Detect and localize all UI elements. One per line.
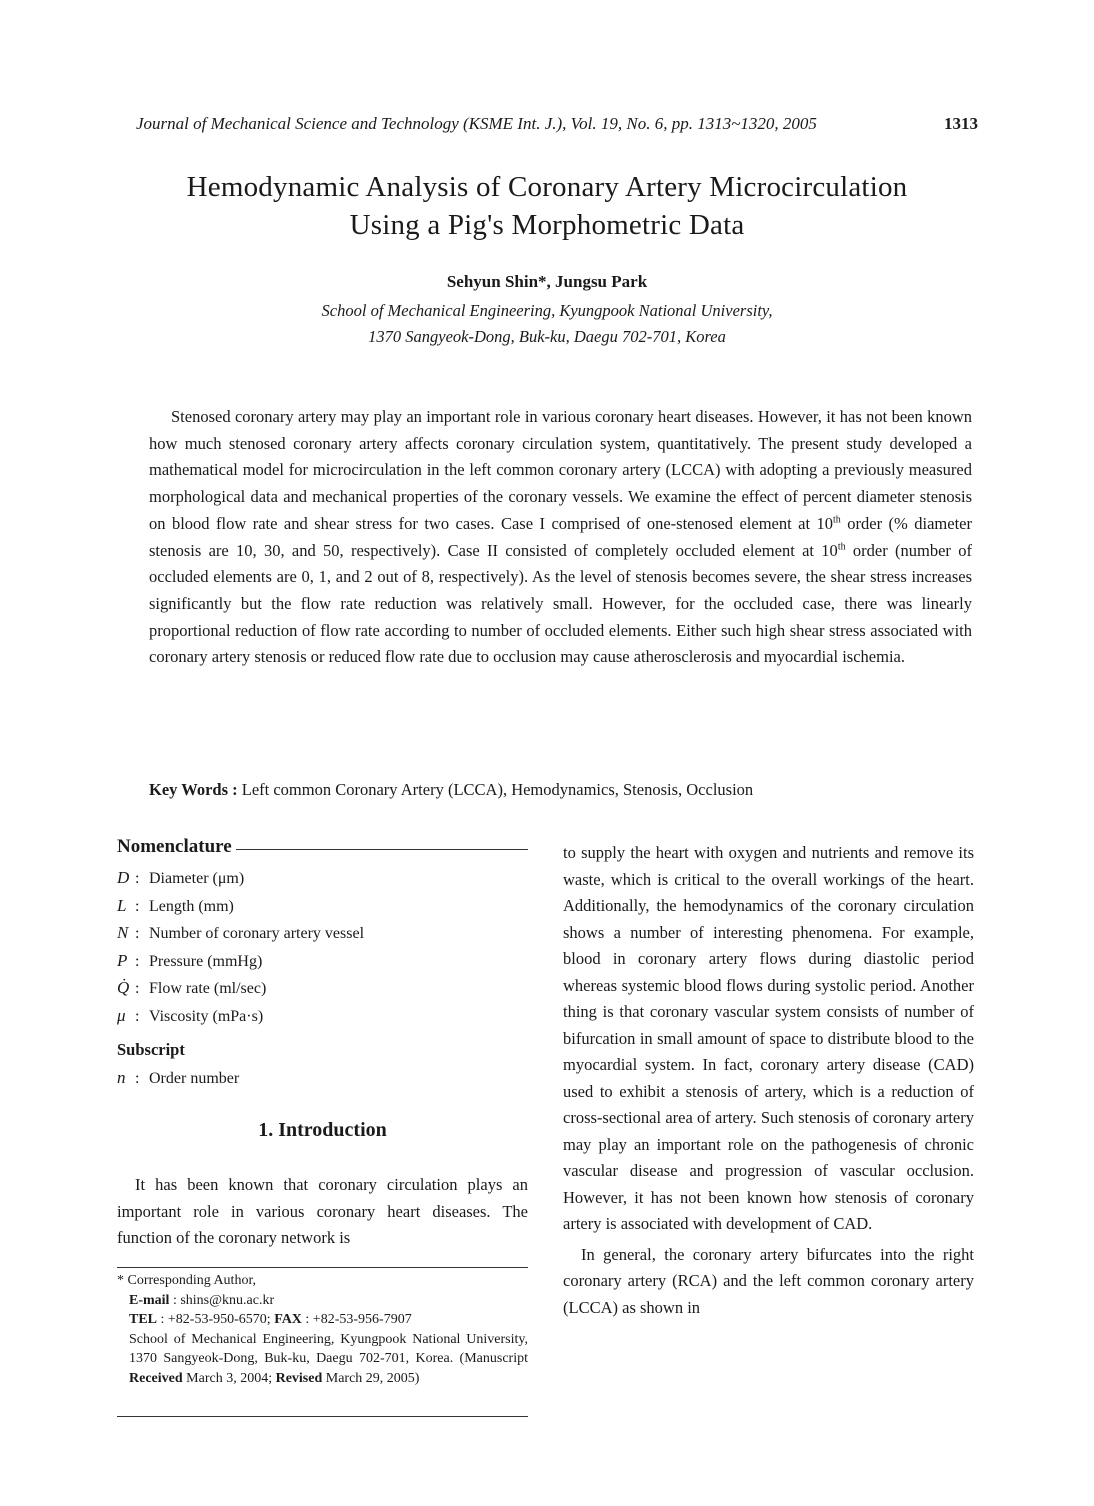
email-value: : shins@knu.ac.kr (169, 1292, 275, 1308)
journal-citation: Journal of Mechanical Science and Technology (KSME Int. J.), Vol. 19, No. 6, pp. 1313~1320, 2005 (136, 114, 817, 133)
affiliation (100, 298, 994, 350)
symbol: L (117, 895, 127, 915)
nomenclature-item: D : Diameter (μm) (117, 865, 528, 893)
definition: Number of coronary artery vessel (149, 925, 365, 942)
page-number: 1313 (944, 114, 978, 133)
footnote-email (117, 1291, 528, 1311)
paper-title (100, 168, 994, 244)
revised-label: Revised (275, 1370, 323, 1386)
title-line-2: Using a Pig's Morphometric Data (349, 209, 745, 241)
keywords-text: Left common Coronary Artery (LCCA), Hemodynamics, Stenosis, Occlusion (237, 780, 754, 799)
abstract-text: order (number of occluded elements are 0, 1, and 2 out of 8, respectively). As the level of stenosis becomes severe, the shear stress increases significantly but the flow rate reduction was relatively small. However, for the occluded case, there was linearly proportional reduction of flow rate according to number of occluded elements. Either such high shear stress associated with coronary artery stenosis or reduced flow rate due to occlusion may cause atherosclerosis and myocardial ischemia. (149, 540, 972, 667)
affiliation-line-1: School of Mechanical Engineering, Kyungpook National University, (321, 301, 773, 320)
keywords-label: Key Words : (149, 780, 238, 799)
nomenclature-title: Nomenclature (117, 836, 232, 857)
footnote (117, 1271, 528, 1388)
definition: Viscosity (mPa·s) (149, 1007, 264, 1025)
nomenclature-heading (117, 836, 528, 858)
abstract-text: Stenosed coronary artery may play an important role in various coronary heart diseases. However, it has not been known how much stenosed coronary artery affects coronary circulation system, quantitatively. The present study developed a mathematical model for microcirculation in the left common coronary artery (LCCA) with adopting a previously measured morphological data and mechanical properties of the coronary vessels. We examine the effect of percent diameter stenosis on blood flow rate and shear stress for two cases. Case I comprised of one-stenosed element at 10 (149, 407, 972, 533)
nomenclature-list (117, 865, 528, 1030)
nomenclature-item: Q̇ : Flow rate (ml/sec) (117, 975, 528, 1003)
definition: Pressure (mmHg) (149, 952, 263, 970)
definition: Length (mm) (149, 897, 234, 915)
superscript: th (833, 514, 841, 526)
address: School of Mechanical Engineering, Kyungpook National University, 1370 Sangyeok-Dong, Buk-ku, Daegu 702-701, Korea. (Manuscript (129, 1331, 528, 1366)
introduction-paragraph: In general, the coronary artery bifurcates into the right coronary artery (RCA) and the left common coronary artery (LCCA) as shown in (563, 1244, 974, 1317)
symbol: D (117, 868, 130, 887)
received-label: Received (129, 1370, 183, 1386)
definition: Order number (149, 1070, 240, 1087)
introduction-paragraph: to supply the heart with oxygen and nutrients and remove its waste, which is critical to the overall workings of the heart. Additionally, the hemodynamics of the coronary circulation shows a number of interesting phenomena. For example, blood in coronary artery flows during diastolic period whereas systemic blood flows during systolic period. Another thing is that coronary vascular system consists of number of bifurcation in small amount of space to distribute blood to the myocardial system. In fact, coronary artery disease (CAD) used to exhibit a stenosis of artery, which is a reduction of cross-sectional area of artery. Such stenosis of coronary artery may play an important role on the pathogenesis of chronic vascular disease and progression of vascular occlusion. However, it has not been known how stenosis of coronary artery is associated with development of CAD. (563, 843, 974, 1233)
authors: Sehyun Shin*, Jungsu Park (446, 272, 648, 291)
nomenclature-item: μ : Viscosity (mPa·s) (117, 1003, 528, 1031)
abstract (149, 404, 972, 671)
nomenclature-item: L : Length (mm) (117, 893, 528, 921)
symbol: Q̇ (117, 978, 130, 997)
right-column (563, 840, 974, 1321)
definition: Flow rate (ml/sec) (149, 980, 267, 997)
footnote-phone (117, 1310, 528, 1330)
footnote-rule-bottom (117, 1416, 528, 1417)
tel-value: : +82-53-950-6570; (157, 1312, 275, 1327)
received-date: March 3, 2004; (182, 1370, 273, 1386)
title-line-1: Hemodynamic Analysis of Coronary Artery Microcirculation (186, 171, 908, 203)
revised-date: March 29, 2005) (322, 1370, 420, 1386)
subscript-item: n : Order number (117, 1065, 528, 1092)
symbol: P (117, 950, 128, 970)
introduction-text-left: It has been known that coronary circulation plays an important role in various coronary heart diseases. The function of the coronary network is (117, 1175, 528, 1247)
symbol: N (117, 923, 129, 942)
definition: Diameter (μm) (149, 870, 245, 887)
nomenclature-item: P : Pressure (mmHg) (117, 948, 528, 976)
email-label: E-mail (129, 1292, 170, 1308)
subscript-heading: Subscript (117, 1040, 185, 1059)
subscript-list (117, 1065, 528, 1092)
running-header (136, 114, 978, 134)
affiliation-line-2: 1370 Sangyeok-Dong, Buk-ku, Daegu 702-701, Korea (368, 327, 726, 346)
symbol: n (117, 1068, 126, 1087)
footnote-address (117, 1330, 528, 1389)
abstract-text: order (% diameter stenosis are 10, 30, and 50, respectively). Case II consisted of completely occluded element at 10 (149, 513, 972, 560)
symbol: μ (117, 1005, 126, 1025)
section-heading-introduction: 1. Introduction (258, 1119, 387, 1141)
keywords (149, 780, 972, 800)
tel-label: TEL (129, 1312, 158, 1327)
fax-label: FAX (274, 1312, 302, 1327)
superscript: th (837, 541, 846, 553)
fax-value: : +82-53-956-7907 (301, 1312, 412, 1327)
footnote-corresponding: * Corresponding Author, (117, 1273, 257, 1288)
footnote-rule-top (117, 1267, 528, 1268)
nomenclature-item: N : Number of coronary artery vessel (117, 920, 528, 948)
heading-rule (236, 849, 528, 850)
